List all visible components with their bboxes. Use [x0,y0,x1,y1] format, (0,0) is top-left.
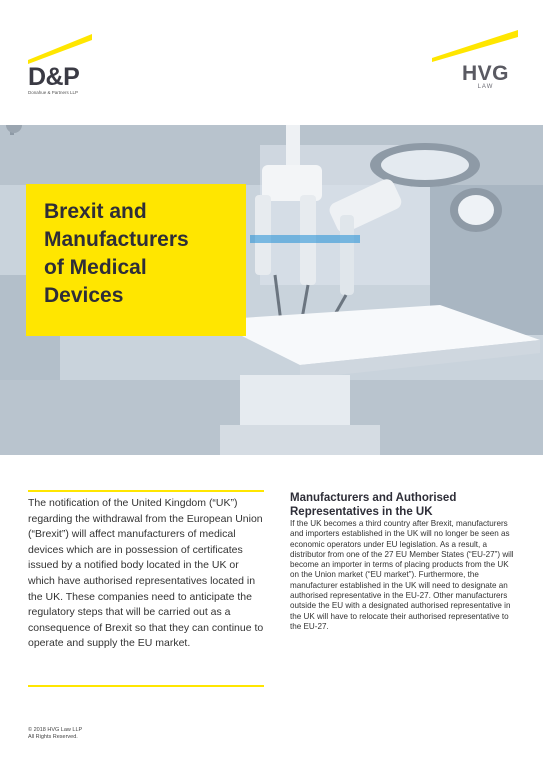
section-body: If the UK becomes a third country after Brexit, manufacturers and importers established in the UK will no longer be seen as economic operators under EU legislation. As a result, a distributor from one of the 27 EU Member States (“EU-27”) will become an importer in terms of placing products from the UK on the Union market (“EU market”). Furthermore, the manufacturer established in the UK will need to designate an authorised representative in the EU-27. Other manufacturers outside the EU with a designated authorised representative in the UK will have to relocate their authorised representative to the EU-27. [290,519,514,631]
copyright-line: All Rights Reserved. [28,734,78,740]
title-line: Manufacturers [44,228,189,251]
title-line: Brexit and [44,200,147,223]
top-divider [28,490,264,492]
bottom-divider [28,685,264,687]
title-line: Devices [44,284,124,307]
section-heading: Manufacturers and Authorised Representatives in the UK [290,492,457,518]
hvg-logo [462,64,509,90]
dp-logo [28,63,80,95]
copyright [28,727,82,741]
dp-logo-subtitle: Donahue & Partners LLP [28,90,79,95]
copyright-line: © 2018 HVG Law LLP [28,727,83,733]
intro-paragraph: The notification of the United Kingdom (“UK”) regarding the withdrawal from the European Union (“Brexit”) will affect manufacturers of medical devices which are in possession of certificates issued by a notified body located in the UK or which have authorised representatives located in the UK. These companies need to anticipate the regulatory steps that will be carried out as a consequence of Brexit so that they can continue to operate and supply the EU market. [28,497,264,650]
dp-logo-mark: D&P [28,63,80,91]
title-line: of Medical [44,256,147,279]
page-title [44,198,228,310]
intro-column [28,490,264,652]
section-column [290,491,516,632]
title-box [26,184,246,336]
hvg-logo-mark: HVG [461,62,509,85]
hvg-logo-subtitle: LAW [477,84,494,90]
